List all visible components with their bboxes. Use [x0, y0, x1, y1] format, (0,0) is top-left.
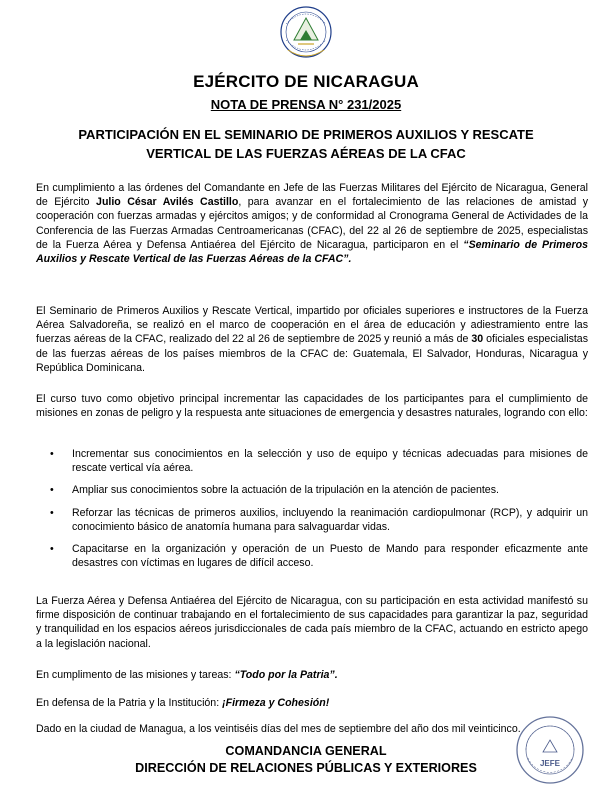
list-item: • Reforzar las técnicas de primeros auxilios, incluyendo la reanimación cardiopulmonar (RCP), y adquirir un conocimiento básico de anatomía humana para salvaguardar vidas.: [50, 506, 588, 533]
motto: “Todo por la Patria”.: [234, 669, 338, 681]
paragraph-3: El curso tuvo como objetivo principal incrementar las capacidades de los participantes para el cumplimiento de misiones en zonas de peligro y la respuesta ante situaciones de emergencia y desastres naturales, logrando con ello:: [36, 393, 588, 420]
stamp-label: JEFE: [539, 759, 561, 768]
press-note-number: NOTA DE PRENSA N° 231/2025: [210, 97, 402, 112]
list-item: • Capacitarse en la organización y operación de un Puesto de Mando para responder eficazmente ante desastres con víctimas en lugares de difícil acceso.: [50, 543, 588, 570]
slogan: ¡Firmeza y Cohesión!: [222, 697, 330, 709]
signature-line-2: DIRECCIÓN DE RELACIONES PÚBLICAS Y EXTERIORES: [135, 761, 477, 775]
seminar-name: “Seminario de Primeros Auxilios y Rescate Vertical de las Fuerzas Aéreas de la CFAC”.: [36, 238, 588, 266]
army-emblem-icon: [278, 4, 334, 64]
bullet-icon: •: [50, 506, 54, 519]
slogan-paragraph: En defensa de la Patria y la Institución: ¡Firmeza y Cohesión!: [36, 697, 330, 709]
objectives-list: [36, 447, 588, 578]
paragraph-2: El Seminario de Primeros Auxilios y Rescate Vertical, impartido por oficiales superiores e instructores de la Fuerza Aérea Salvadoreña, se realizó en el marco de cooperación en el área de educación y adiestramiento entre las fuerzas aéreas de la CFAC, realizado del 22 al 26 de septiembre de 2025 y reunió a más de 30 oficiales especialistas de las fuerzas aéreas de los países miembros de la CFAC de: Guatemala, El Salvador, Honduras, Nicaragua y República Dominicana.: [36, 305, 588, 374]
headline-line-2: VERTICAL DE LAS FUERZAS AÉREAS DE LA CFAC: [146, 146, 466, 161]
commander-name: Julio César Avilés Castillo: [96, 196, 239, 209]
headline-line-1: PARTICIPACIÓN EN EL SEMINARIO DE PRIMEROS AUXILIOS Y RESCATE: [78, 127, 534, 142]
officer-count: 30: [471, 333, 484, 346]
bullet-icon: •: [50, 543, 54, 556]
list-item: • Ampliar sus conocimientos sobre la actuación de la tripulación en la atención de pacientes.: [50, 484, 499, 497]
motto-paragraph: En cumplimento de las misiones y tareas: “Todo por la Patria”.: [36, 669, 338, 681]
date-paragraph: Dado en la ciudad de Managua, a los veintiséis días del mes de septiembre del año dos mil veinticinco.: [36, 723, 521, 735]
paragraph-1: En cumplimiento a las órdenes del Comandante en Jefe de las Fuerzas Militares del Ejército de Nicaragua, General de Ejército Julio César Avilés Castillo, para avanzar en el fortalecimiento de las relaciones de amistad y cooperación con fuerzas armadas y ejércitos amigos; y de conformidad al Cronograma General de Actividades de la Conferencia de las Fuerzas Armadas Centroamericanas (CFAC), del 22 al 26 de septiembre de 2025, especialistas de la Fuerza Aérea y Defensa Antiaérea del Ejército de Nicaragua, participaron en el “Seminario de Primeros Auxilios y Rescate Vertical de las Fuerzas Aéreas de la CFAC”.: [36, 182, 588, 266]
paragraph-4: La Fuerza Aérea y Defensa Antiaérea del Ejército de Nicaragua, con su participación en esta actividad manifestó su firme disposición de continuar trabajando en el fortalecimiento de sus capacidades para garantizar la paz, seguridad y tranquilidad en los espacios aéreos jurisdiccionales de cada país miembro de la CFAC, actuando en estricto apego a la legislación nacional.: [36, 595, 588, 650]
organization-title: EJÉRCITO DE NICARAGUA: [193, 72, 419, 91]
signature-line-1: COMANDANCIA GENERAL: [225, 744, 387, 758]
bullet-icon: •: [50, 484, 54, 497]
bullet-icon: •: [50, 448, 54, 460]
list-item: • Incrementar sus conocimientos en la selección y uso de equipo y técnicas adecuadas para misiones de rescate vertical vía aérea.: [50, 448, 588, 475]
